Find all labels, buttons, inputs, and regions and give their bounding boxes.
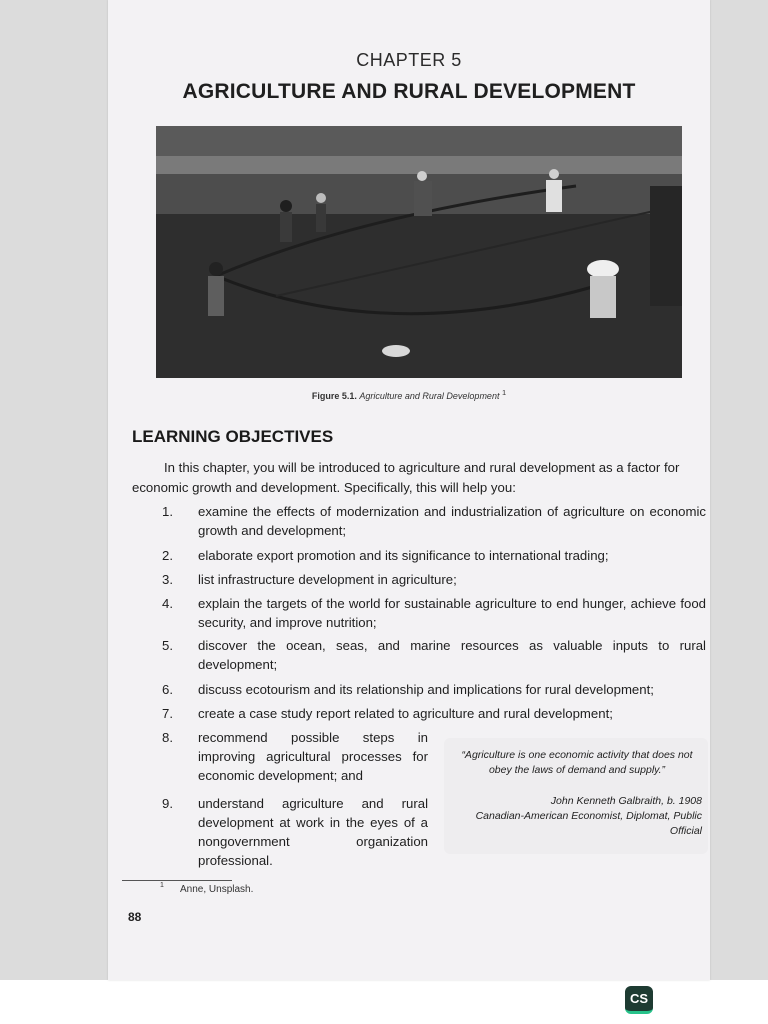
objective-text: discuss ecotourism and its relationship and implications for rural development;: [198, 682, 654, 697]
objective-number: 8.: [162, 730, 173, 745]
objective-text: list infrastructure development in agriculture;: [198, 572, 457, 587]
objective-number: 1.: [162, 504, 173, 519]
learning-objectives-intro: In this chapter, you will be introduced to agriculture and rural development as a factor for economic growth and development. Specifically, this will help you:: [132, 460, 680, 495]
objective-text: examine the effects of modernization and industrialization of agriculture on economic growth and development;: [198, 504, 706, 538]
figure-photo: [156, 126, 682, 378]
figure-caption-text: Agriculture and Rural Development: [359, 391, 500, 401]
footnote-mark: 1: [160, 882, 164, 889]
footnote-divider: [122, 880, 232, 881]
book-page: [108, 0, 710, 980]
objective-number: 5.: [162, 638, 173, 653]
objective-text: recommend possible steps in improving agricultural processes for economic development; and: [198, 730, 428, 783]
objective-number: 2.: [162, 548, 173, 563]
objective-number: 3.: [162, 572, 173, 587]
objective-text: understand agriculture and rural development at work in the eyes of a nongovernment organization professional.: [198, 796, 428, 868]
objective-number: 7.: [162, 706, 173, 721]
fishermen-net-photo: [156, 126, 682, 378]
camscanner-logo-icon: CS: [625, 986, 653, 1014]
footnote-text: Anne, Unsplash.: [180, 884, 254, 895]
chapter-number: CHAPTER 5: [356, 50, 462, 70]
page-number: 88: [128, 910, 142, 924]
objective-text: discover the ocean, seas, and marine resources as valuable inputs to rural development;: [198, 638, 706, 672]
quote-author-role: Canadian-American Economist, Diplomat, Public Official: [475, 810, 702, 837]
chapter-title: AGRICULTURE AND RURAL DEVELOPMENT: [182, 80, 636, 103]
objective-text: explain the targets of the world for sustainable agriculture to end hunger, achieve food security, and improve nutrition;: [198, 596, 706, 630]
objective-number: 4.: [162, 596, 173, 611]
quote-author: John Kenneth Galbraith, b. 1908: [550, 795, 702, 807]
figure-caption: [108, 388, 710, 401]
objective-number: 6.: [162, 682, 173, 697]
quote-box: [444, 738, 708, 854]
objective-text: elaborate export promotion and its significance to international trading;: [198, 548, 609, 563]
objective-number: 9.: [162, 796, 173, 811]
figure-footnote-ref: 1: [501, 388, 507, 397]
figure-label: Figure 5.1.: [311, 391, 357, 401]
quote-attribution: [444, 794, 702, 839]
quote-text: “Agriculture is one economic activity that does not obey the laws of demand and supply.”: [461, 749, 693, 776]
learning-objectives-heading: LEARNING OBJECTIVES: [132, 427, 334, 446]
objective-text: create a case study report related to agriculture and rural development;: [198, 706, 613, 721]
